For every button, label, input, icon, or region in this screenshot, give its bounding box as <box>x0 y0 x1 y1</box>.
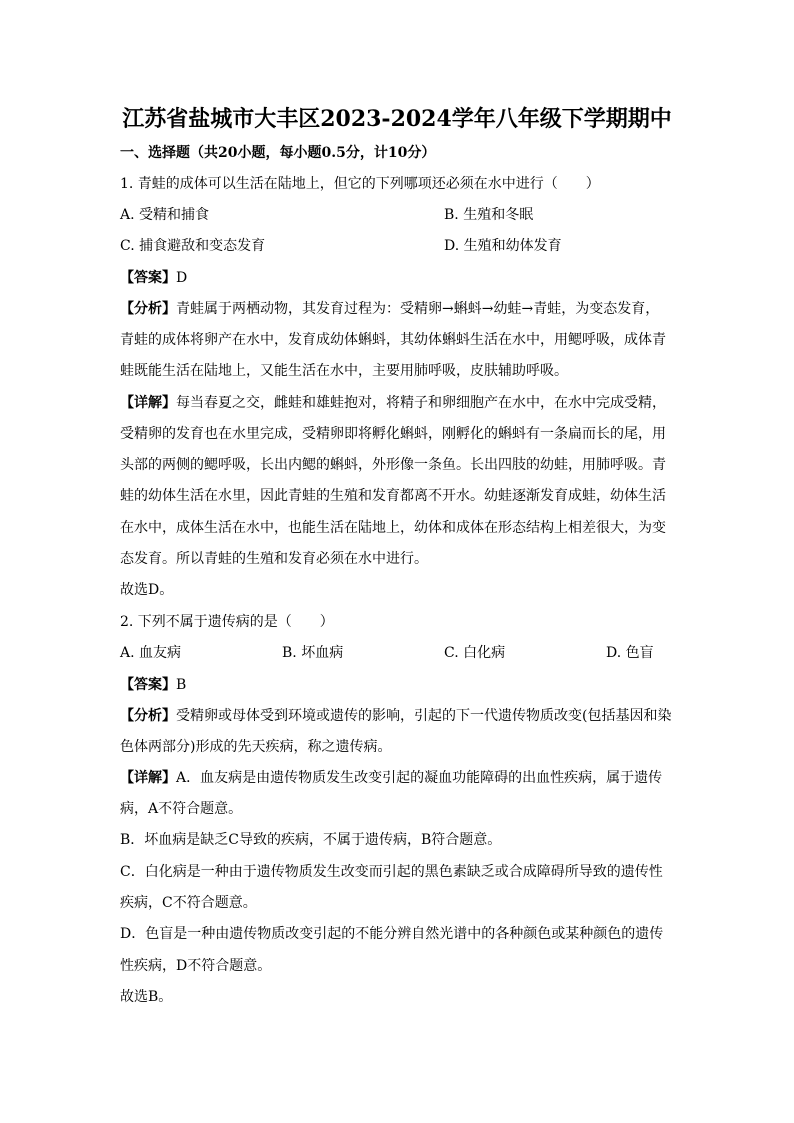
analysis-tag: 【分析】 <box>120 301 176 317</box>
question-2-option-d: D. 色盲 <box>606 645 654 661</box>
question-2-detail-line: 性疾病，D不符合题意。 <box>120 958 272 974</box>
question-2-conclusion: 故选B。 <box>120 989 173 1005</box>
question-1-stem: 1. 青蛙的成体可以生活在陆地上，但它的下列哪项还必须在水中进行（ ） <box>120 176 600 192</box>
question-1-analysis-line: 蛙既能生活在陆地上，又能生活在水中，主要用肺呼吸，皮肤辅助呼吸。 <box>120 363 568 379</box>
question-1-conclusion: 故选D。 <box>120 582 174 598</box>
answer-tag: 【答案】 <box>120 677 176 693</box>
question-2-detail-line: 疾病，C不符合题意。 <box>120 895 257 911</box>
question-2-option-c: C. 白化病 <box>444 645 506 661</box>
question-2-stem: 2. 下列不属于遗传病的是（ ） <box>120 614 334 630</box>
question-1-detail-line: 蛙的幼体生活在水里，因此青蛙的生殖和发育都离不开水。幼蛙逐渐发育成蛙，幼体生活 <box>120 488 666 504</box>
question-2-analysis-line <box>120 706 671 726</box>
question-1-answer <box>120 268 187 288</box>
detail-tag: 【详解】 <box>120 395 176 411</box>
question-1-detail-line <box>120 393 666 413</box>
section-heading: 一、选择题（共20小题，每小题0.5分，计10分） <box>120 145 436 161</box>
analysis-text: 受精卵或母体受到环境或遗传的影响，引起的下一代遗传物质改变(包括基因和染 <box>176 708 672 724</box>
question-2-detail-line <box>120 768 662 788</box>
question-1-option-a: A. 受精和捕食 <box>120 207 210 223</box>
question-1-analysis-line: 青蛙的成体将卵产在水中，发育成幼体蝌蚪，其幼体蝌蚪生活在水中，用鳃呼吸，成体青 <box>120 332 666 348</box>
question-2-option-a: A. 血友病 <box>120 645 182 661</box>
question-1-detail-line: 受精卵的发育也在水里完成，受精卵即将孵化蝌蚪，刚孵化的蝌蚪有一条扁而长的尾，用 <box>120 426 666 442</box>
question-2-detail-line: C．白化病是一种由于遗传物质发生改变而引起的黑色素缺乏或合成障碍所导致的遗传性 <box>120 864 663 880</box>
document-title: 江苏省盐城市大丰区2023-2024学年八年级下学期期中 <box>122 106 672 132</box>
analysis-text: 青蛙属于两栖动物，其发育过程为：受精卵→蝌蚪→幼蛙→青蛙，为变态发育， <box>176 301 660 317</box>
answer-tag: 【答案】 <box>120 270 176 286</box>
question-2-option-b: B. 坏血病 <box>282 645 344 661</box>
question-1-option-c: C. 捕食避敌和变态发育 <box>120 238 266 254</box>
question-2-detail-line: D．色盲是一种由遗传物质改变引起的不能分辨自然光谱中的各种颜色或某种颜色的遗传 <box>120 926 664 942</box>
question-1-detail-line: 态发育。所以青蛙的生殖和发育必须在水中进行。 <box>120 551 428 567</box>
question-1-detail-line: 在水中，成体生活在水中，也能生活在陆地上，幼体和成体在形态结构上相差很大，为变 <box>120 520 666 536</box>
question-1-analysis-line <box>120 299 659 319</box>
analysis-tag: 【分析】 <box>120 708 176 724</box>
question-2-detail-line: 病，A不符合题意。 <box>120 801 243 817</box>
answer-value: B <box>176 677 187 693</box>
detail-tag: 【详解】 <box>120 770 176 786</box>
question-1-detail-line: 头部的两侧的鳃呼吸，长出内鳃的蝌蚪，外形像一条鱼。长出四肢的幼蛙，用肺呼吸。青 <box>120 457 666 473</box>
question-2-detail-line: B．坏血病是缺乏C导致的疾病，不属于遗传病，B符合题意。 <box>120 832 502 848</box>
detail-text: 每当春夏之交，雌蛙和雄蛙抱对，将精子和卵细胞产在水中，在水中完成受精， <box>176 395 666 411</box>
question-2-answer <box>120 675 186 695</box>
detail-text: A．血友病是由遗传物质发生改变引起的凝血功能障碍的出血性疾病，属于遗传 <box>176 770 663 786</box>
question-1-option-d: D. 生殖和幼体发育 <box>444 238 562 254</box>
question-1-option-b: B. 生殖和冬眠 <box>444 207 534 223</box>
answer-value: D <box>176 270 188 286</box>
question-2-analysis-line: 色体两部分)形成的先天疾病，称之遗传病。 <box>120 739 392 755</box>
